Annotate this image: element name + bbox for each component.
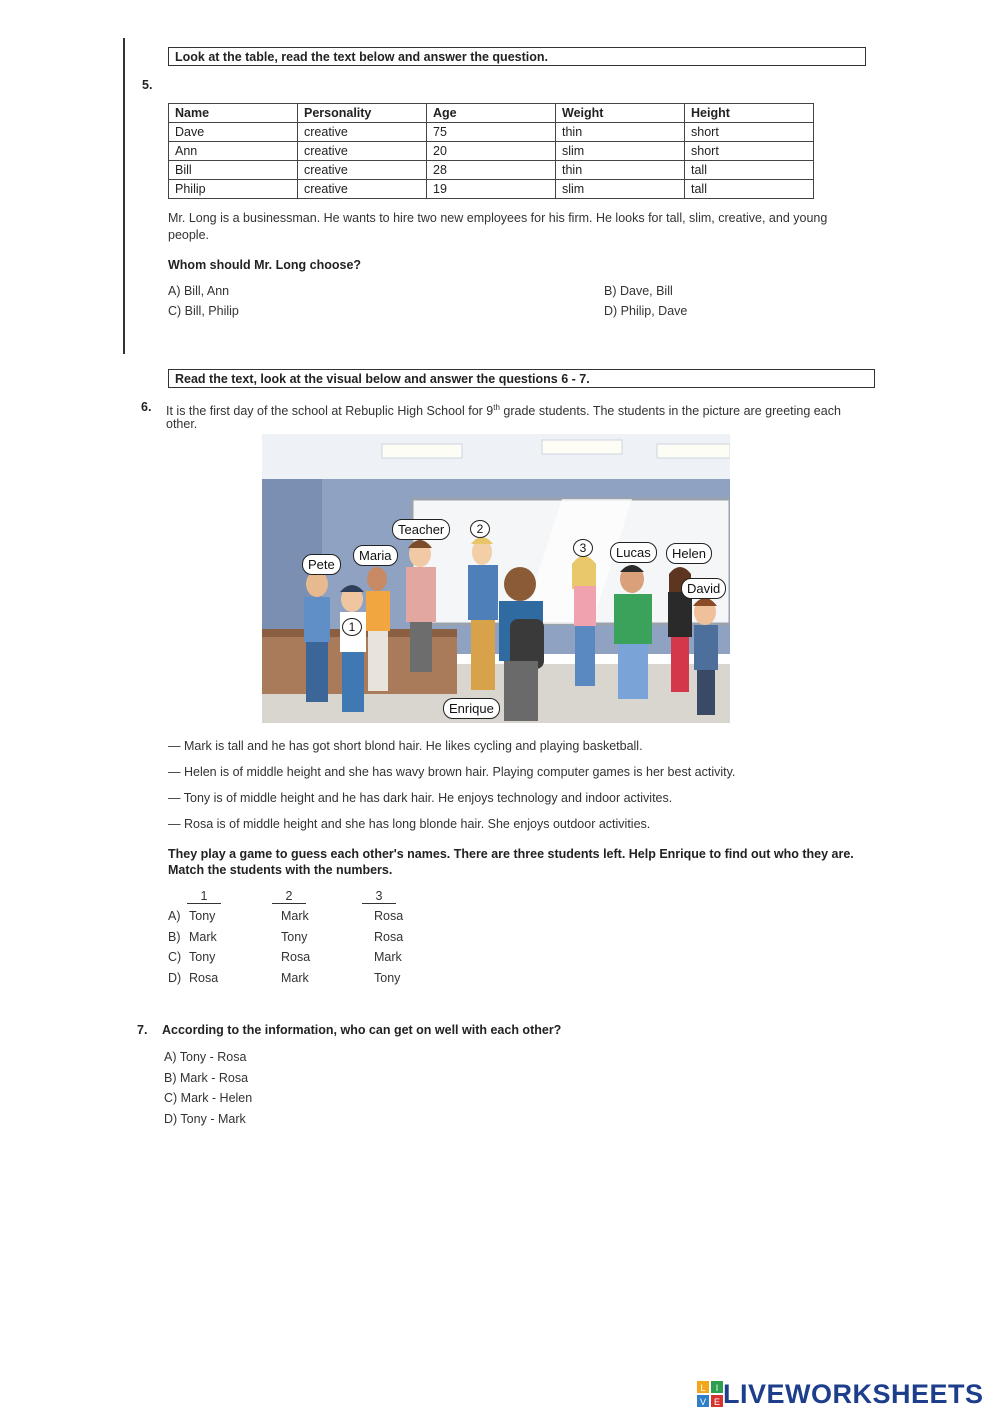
table-cell: 75 xyxy=(427,123,556,142)
table-row xyxy=(169,180,814,199)
q67-instruction-box: Read the text, look at the visual below and answer the questions 6 - 7. xyxy=(168,369,875,388)
table-cell: 28 xyxy=(427,161,556,180)
q5-question: Whom should Mr. Long choose? xyxy=(168,258,362,272)
q5-number: 5. xyxy=(142,78,153,92)
label-david: David xyxy=(681,578,726,599)
table-header-row xyxy=(169,104,814,123)
option-col3: Rosa xyxy=(374,930,404,944)
svg-text:V: V xyxy=(699,1397,707,1407)
q7-number: 7. xyxy=(137,1023,148,1037)
q5-text-line1: Mr. Long is a businessman. He wants to hire two new employees for his firm. He looks for tall, slim, creative, and young xyxy=(168,211,828,225)
q5-text-line2: people. xyxy=(168,228,210,242)
option-col3: Rosa xyxy=(374,909,404,923)
label-teacher: Teacher xyxy=(392,519,450,540)
q5-option-b[interactable]: B) Dave, Bill xyxy=(604,284,673,298)
table-row xyxy=(169,123,814,142)
q7-option-d[interactable]: D) Tony - Mark xyxy=(164,1112,246,1126)
q7-question: According to the information, who can get on well with each other? xyxy=(162,1023,562,1037)
table-cell: Dave xyxy=(169,123,298,142)
svg-text:L: L xyxy=(700,1383,706,1393)
table-cell: short xyxy=(685,123,814,142)
table-cell: creative xyxy=(298,123,427,142)
option-col3: Tony xyxy=(374,971,401,985)
option-letter: D) xyxy=(168,971,182,985)
q7-option-c[interactable]: C) Mark - Helen xyxy=(164,1091,253,1105)
header-age: Age xyxy=(427,104,556,123)
q6-intro-line2: other. xyxy=(166,417,198,431)
q6-intro-line1 xyxy=(166,399,841,420)
match-header-3: 3 xyxy=(362,889,396,904)
header-personality: Personality xyxy=(298,104,427,123)
q5-option-c[interactable]: C) Bill, Philip xyxy=(168,304,239,318)
table-cell: creative xyxy=(298,142,427,161)
liveworksheets-wordmark: LIVEWORKSHEETS xyxy=(723,1378,984,1409)
label-pete: Pete xyxy=(302,554,341,575)
q6-intro-sup: th xyxy=(493,403,500,412)
clue-helen: — Helen is of middle height and she has wavy brown hair. Playing computer games is her best activity. xyxy=(168,765,736,779)
clue-mark: — Mark is tall and he has got short blond hair. He likes cycling and playing basketball. xyxy=(168,739,643,753)
classroom-scene-graphic xyxy=(262,434,730,723)
label-number-3: 3 xyxy=(573,539,593,557)
liveworksheets-logo[interactable] xyxy=(697,1378,984,1410)
table-cell: creative xyxy=(298,180,427,199)
table-cell: Philip xyxy=(169,180,298,199)
label-enrique: Enrique xyxy=(443,698,500,719)
option-col1: Tony xyxy=(189,950,216,964)
q6-task-line1: They play a game to guess each other's names. There are three students left. Help Enrique to find out who they are. xyxy=(168,847,854,861)
q6-intro-part2: grade students. The students in the picture are greeting each xyxy=(499,404,841,419)
option-letter: A) xyxy=(168,909,181,923)
q6-number: 6. xyxy=(141,400,152,414)
q7-option-b[interactable]: B) Mark - Rosa xyxy=(164,1071,249,1085)
q5-option-a[interactable]: A) Bill, Ann xyxy=(168,284,230,298)
option-col2: Mark xyxy=(281,909,309,923)
table-cell: thin xyxy=(556,161,685,180)
q7-option-a[interactable]: A) Tony - Rosa xyxy=(164,1050,247,1064)
q6-intro-part1: It is the first day of the school at Rebuplic High School for 9 xyxy=(166,404,494,419)
svg-text:I: I xyxy=(715,1383,719,1393)
option-col1: Tony xyxy=(189,909,216,923)
option-col2: Tony xyxy=(281,930,308,944)
classroom-illustration xyxy=(262,434,730,723)
employee-table xyxy=(168,103,814,199)
label-maria: Maria xyxy=(353,545,398,566)
option-col1: Rosa xyxy=(189,971,219,985)
svg-text:E: E xyxy=(713,1397,721,1407)
table-cell: short xyxy=(685,142,814,161)
table-row xyxy=(169,142,814,161)
header-weight: Weight xyxy=(556,104,685,123)
option-letter: C) xyxy=(168,950,182,964)
option-letter: B) xyxy=(168,930,181,944)
table-cell: thin xyxy=(556,123,685,142)
table-cell: slim xyxy=(556,142,685,161)
table-cell: creative xyxy=(298,161,427,180)
header-name: Name xyxy=(169,104,298,123)
table-cell: tall xyxy=(685,161,814,180)
margin-rule xyxy=(123,38,125,354)
option-col3: Mark xyxy=(374,950,402,964)
option-col1: Mark xyxy=(189,930,217,944)
option-col2: Rosa xyxy=(281,950,311,964)
label-number-2: 2 xyxy=(470,520,490,538)
q5-instruction-box: Look at the table, read the text below and answer the question. xyxy=(168,47,866,66)
table-cell: 19 xyxy=(427,180,556,199)
label-lucas: Lucas xyxy=(610,542,657,563)
match-header-1: 1 xyxy=(187,889,221,904)
table-cell: Ann xyxy=(169,142,298,161)
table-cell: slim xyxy=(556,180,685,199)
header-height: Height xyxy=(685,104,814,123)
q5-option-d[interactable]: D) Philip, Dave xyxy=(604,304,688,318)
label-number-1: 1 xyxy=(342,618,362,636)
table-cell: tall xyxy=(685,180,814,199)
q6-task-line2: Match the students with the numbers. xyxy=(168,863,393,877)
clue-tony: — Tony is of middle height and he has dark hair. He enjoys technology and indoor activites. xyxy=(168,791,673,805)
match-header-2: 2 xyxy=(272,889,306,904)
clue-rosa: — Rosa is of middle height and she has long blonde hair. She enjoys outdoor activities. xyxy=(168,817,651,831)
label-helen: Helen xyxy=(666,543,712,564)
liveworksheets-icon xyxy=(697,1381,723,1407)
table-cell: 20 xyxy=(427,142,556,161)
option-col2: Mark xyxy=(281,971,309,985)
table-cell: Bill xyxy=(169,161,298,180)
table-row xyxy=(169,161,814,180)
